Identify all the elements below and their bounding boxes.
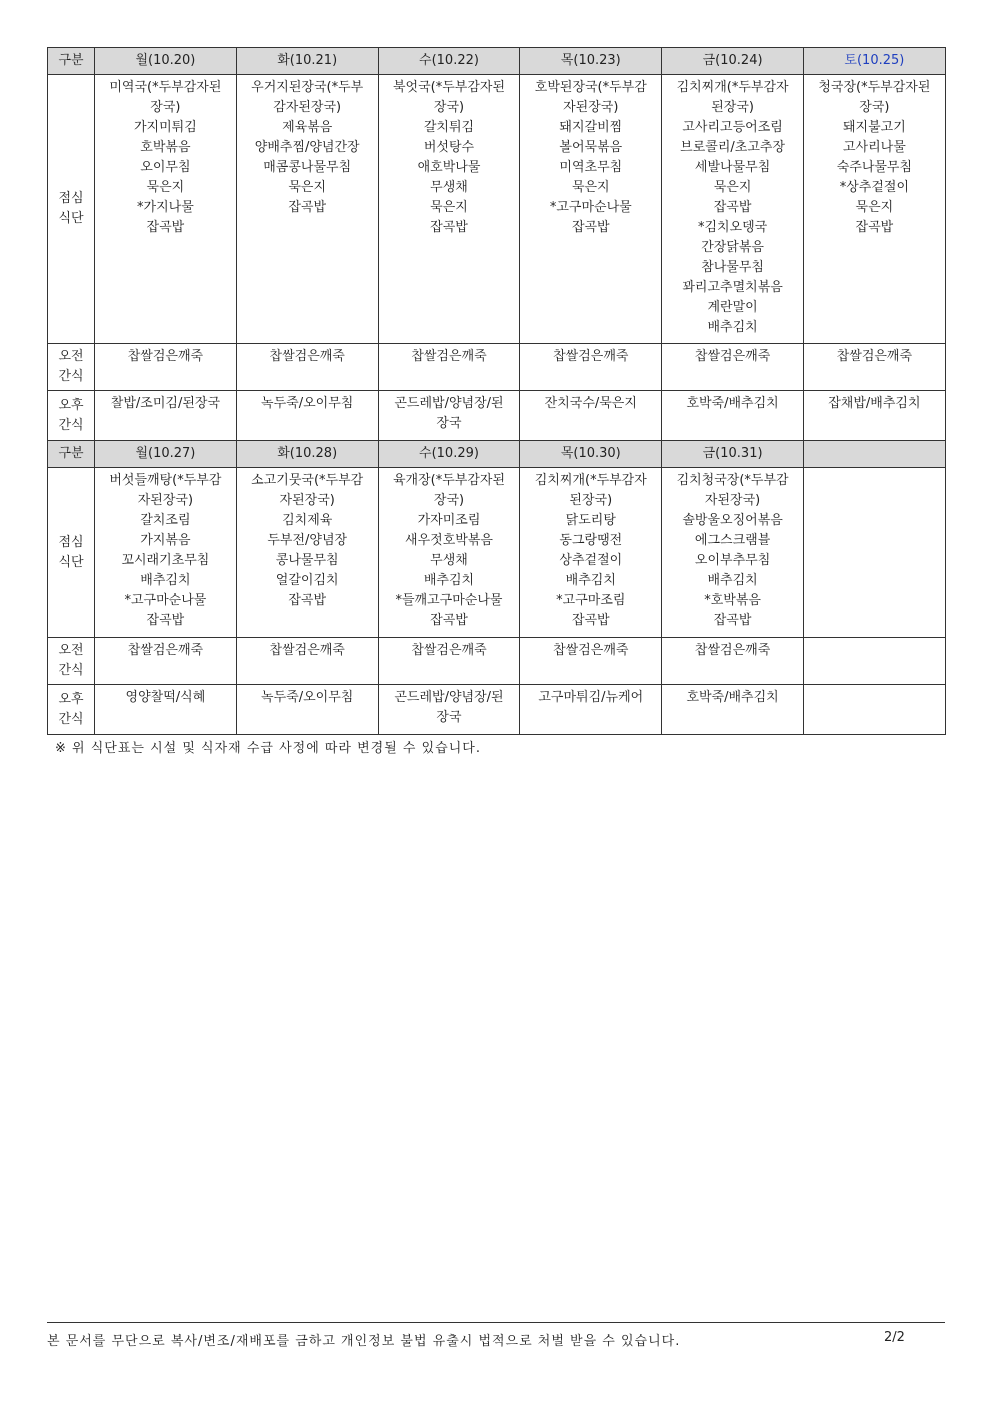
lunch-menu-cell: 김치찌개(*두부감자 된장국) 고사리고등어조림 브로콜리/초고추장 세발나물무침 묵은지 잡곡밥 *김치오뎅국 간장닭볶음 참나물무침 꽈리고추멸치볶음 계란말이 배추김치 [662,75,804,344]
week2-am-snack-row [48,638,946,685]
am-snack-cell: 찹쌀검은깨죽 [95,344,237,391]
footer-legal-notice: 본 문서를 무단으로 복사/변조/재배포를 금하고 개인정보 불법 유출시 법적으로 처벌 받을 수 있습니다. [47,1334,681,1349]
day-header: 수(10.22) [378,48,520,75]
lunch-menu-cell: 소고기뭇국(*두부감 자된장국) 김치제육 두부전/양념장 콩나물무침 얼갈이김치 잡곡밥 [236,468,378,638]
lunch-menu-cell: 호박된장국(*두부감 자된장국) 돼지갈비찜 볼어묵볶음 미역초무침 묵은지 *고구마순나물 잡곡밥 [520,75,662,344]
pm-snack-cell: 호박죽/배추김치 [662,685,804,735]
am-snack-cell: 찹쌀검은깨죽 [520,344,662,391]
pm-snack-cell: 고구마튀김/뉴케어 [520,685,662,735]
am-snack-cell: 찹쌀검은깨죽 [520,638,662,685]
am-snack-cell [803,638,945,685]
header-label: 구분 [48,441,95,468]
day-header: 월(10.27) [95,441,237,468]
day-header: 수(10.29) [378,441,520,468]
week1-pm-snack-row [48,391,946,441]
week2-header-row [48,441,946,468]
lunch-menu-cell: 청국장(*두부감자된 장국) 돼지불고기 고사리나물 숙주나물무침 *상추겉절이 묵은지 잡곡밥 [803,75,945,344]
am-snack-cell: 찹쌀검은깨죽 [236,638,378,685]
am-snack-cell: 찹쌀검은깨죽 [378,638,520,685]
header-label: 구분 [48,48,95,75]
am-snack-cell: 찹쌀검은깨죽 [95,638,237,685]
week2-pm-snack-row [48,685,946,735]
lunch-label: 점심 식단 [48,468,95,638]
am-snack-cell: 찹쌀검은깨죽 [662,638,804,685]
footer-divider [47,1322,945,1323]
lunch-menu-cell: 미역국(*두부감자된 장국) 가지미튀김 호박볶음 오이무침 묵은지 *가지나물 잡곡밥 [95,75,237,344]
am-snack-label: 오전 간식 [48,344,95,391]
lunch-menu-cell: 김치찌개(*두부감자 된장국) 닭도리탕 동그랑땡전 상추겉절이 배추김치 *고구마조림 잡곡밥 [520,468,662,638]
day-header: 화(10.28) [236,441,378,468]
day-header: 화(10.21) [236,48,378,75]
lunch-menu-cell: 북엇국(*두부감자된 장국) 갈치튀김 버섯탕수 애호박나물 무생채 묵은지 잡곡밥 [378,75,520,344]
week1-header-row [48,48,946,75]
am-snack-cell: 찹쌀검은깨죽 [236,344,378,391]
pm-snack-cell: 녹두죽/오이무침 [236,685,378,735]
pm-snack-cell: 곤드레밥/양념장/된 장국 [378,391,520,441]
day-header: 목(10.30) [520,441,662,468]
page-number: 2/2 [884,1330,905,1345]
day-header: 목(10.23) [520,48,662,75]
pm-snack-label: 오후 간식 [48,391,95,441]
pm-snack-cell: 잡채밥/배추김치 [803,391,945,441]
lunch-menu-cell: 육개장(*두부감자된 장국) 가자미조림 새우젓호박볶음 무생채 배추김치 *들깨고구마순나물 잡곡밥 [378,468,520,638]
pm-snack-cell: 찰밥/조미김/된장국 [95,391,237,441]
am-snack-cell: 찹쌀검은깨죽 [803,344,945,391]
day-header-saturday: 토(10.25) [803,48,945,75]
am-snack-label: 오전 간식 [48,638,95,685]
lunch-label: 점심 식단 [48,75,95,344]
lunch-menu-cell: 버섯들깨탕(*두부감 자된장국) 갈치조림 가지볶음 꼬시래기초무침 배추김치 *고구마순나물 잡곡밥 [95,468,237,638]
pm-snack-cell: 잔치국수/묵은지 [520,391,662,441]
week2-lunch-row [48,468,946,638]
am-snack-cell: 찹쌀검은깨죽 [378,344,520,391]
pm-snack-cell: 호박죽/배추김치 [662,391,804,441]
pm-snack-cell: 영양찰떡/식혜 [95,685,237,735]
lunch-menu-cell: 우거지된장국(*두부 감자된장국) 제육볶음 양배추찜/양념간장 매콤콩나물무침 묵은지 잡곡밥 [236,75,378,344]
change-notice: ※ 위 식단표는 시설 및 식자재 수급 사정에 따라 변경될 수 있습니다. [55,741,481,756]
lunch-menu-cell [803,468,945,638]
week1-am-snack-row [48,344,946,391]
pm-snack-cell: 녹두죽/오이무침 [236,391,378,441]
day-header: 월(10.20) [95,48,237,75]
day-header: 금(10.31) [662,441,804,468]
am-snack-cell: 찹쌀검은깨죽 [662,344,804,391]
pm-snack-label: 오후 간식 [48,685,95,735]
day-header: 금(10.24) [662,48,804,75]
pm-snack-cell [803,685,945,735]
week1-lunch-row [48,75,946,344]
lunch-menu-cell: 김치청국장(*두부감 자된장국) 솔방울오징어볶음 에그스크램블 오이부추무침 배추김치 *호박볶음 잡곡밥 [662,468,804,638]
meal-plan-table [47,47,946,735]
pm-snack-cell: 곤드레밥/양념장/된 장국 [378,685,520,735]
day-header [803,441,945,468]
